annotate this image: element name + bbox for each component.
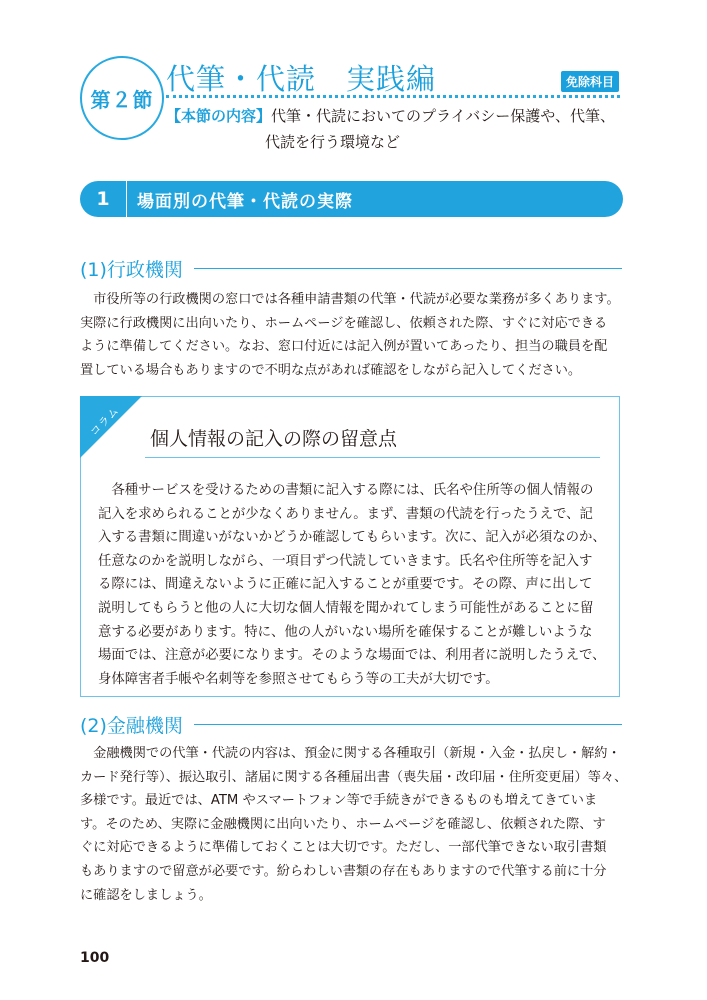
column-line: 意する必要があります。特に、他の人がいない場所を確保することが難しいような bbox=[98, 624, 593, 640]
paragraph-line: カード発行等）、振込取引、諸届に関する各種届出書（喪失届・改印届・住所変更届）等々、 bbox=[80, 769, 628, 785]
paragraph-line: ぐに対応できるように準備しておくことは大切です。ただし、一部代筆できない取引書類 bbox=[80, 840, 607, 856]
section-contents-text-1: 代筆・代読においてのプライバシー保護や、代筆、 bbox=[271, 107, 615, 125]
paragraph-line: 置している場合もありますので不明な点があれば確認をしながら記入してください。 bbox=[80, 362, 582, 378]
column-line: 身体障害者手帳や名刺等を参照させてもらう等の工夫が大切です。 bbox=[98, 671, 499, 687]
column-line: 説明してもらうと他の人に大切な個人情報を聞かれてしまう可能性があることに留 bbox=[98, 600, 594, 616]
paragraph-administrative bbox=[80, 288, 628, 382]
paragraph-line: 市役所等の行政機関の窓口では各種申請書類の代筆・代読が必要な業務が多くあります。 bbox=[80, 292, 620, 307]
column-title-rule bbox=[145, 457, 600, 458]
column-line: る際には、間違えないように正確に記入することが重要です。その際、声に出して bbox=[98, 577, 593, 593]
column-title: 個人情報の記入の際の留意点 bbox=[150, 428, 398, 450]
section-contents-line-1 bbox=[166, 103, 626, 129]
subheading-rule bbox=[194, 724, 622, 725]
paragraph-line: 実際に行政機関に出向いたり、ホームページを確認し、依頼された際、すぐに対応できる bbox=[80, 315, 608, 331]
column-body bbox=[98, 479, 608, 691]
column-line: 任意なのかを説明しながら、一項目ずつ代読していきます。氏名や住所等を記入す bbox=[98, 553, 593, 569]
paragraph-line: に確認をしましょう。 bbox=[80, 887, 212, 903]
section-label: 第２節 bbox=[90, 87, 154, 112]
subheading-administrative: (1)行政機関 bbox=[80, 259, 183, 281]
paragraph-financial bbox=[80, 742, 628, 907]
page-title: 代筆・代読 実践編 bbox=[166, 62, 437, 96]
title-dotted-divider bbox=[166, 95, 620, 98]
paragraph-line: す。そのため、実際に金融機関に出向いたり、ホームページを確認し、依頼された際、す bbox=[80, 816, 606, 832]
column-line: 場面では、注意が必要になります。そのような場面では、利用者に説明したうえで、 bbox=[98, 648, 606, 664]
topic-number: 1 bbox=[96, 188, 110, 210]
column-line: 記入を求められることが少なくありません。まず、書類の代読を行ったうえで、記 bbox=[98, 506, 593, 522]
paragraph-line: ように準備してください。なお、窓口付近には記入例が置いてあったり、担当の職員を配 bbox=[80, 339, 608, 355]
topic-heading-bar bbox=[80, 181, 623, 217]
section-contents bbox=[166, 103, 626, 155]
section-contents-label: 【本節の内容】 bbox=[166, 107, 272, 125]
paragraph-line: 金融機関での代筆・代読の内容は、預金に関する各種取引（新規・入金・払戻し・解約・ bbox=[80, 746, 621, 761]
paragraph-line: もありますので留意が必要です。紛らわしい書類の存在もありますので代筆する前に十分 bbox=[80, 863, 607, 879]
exempt-subject-badge: 免除科目 bbox=[561, 71, 619, 92]
section-number-circle bbox=[80, 56, 164, 140]
page-number: 100 bbox=[80, 950, 110, 966]
subheading-rule bbox=[194, 268, 622, 269]
column-line: 各種サービスを受けるための書類に記入する際には、氏名や住所等の個人情報の bbox=[98, 483, 594, 498]
paragraph-line: 多様です。最近では、ATM やスマートフォン等で手続きができるものも増えてきていま bbox=[80, 793, 598, 809]
topic-title: 場面別の代筆・代読の実際 bbox=[137, 191, 353, 212]
section-contents-text-2: 代読を行う環境など bbox=[265, 133, 401, 151]
column-line: 入する書類に間違いがないかどうか確認してもらいます。次に、記入が必須なのか、 bbox=[98, 530, 606, 546]
column-tag: コラム bbox=[87, 404, 122, 439]
subheading-financial: (2)金融機関 bbox=[80, 715, 183, 737]
